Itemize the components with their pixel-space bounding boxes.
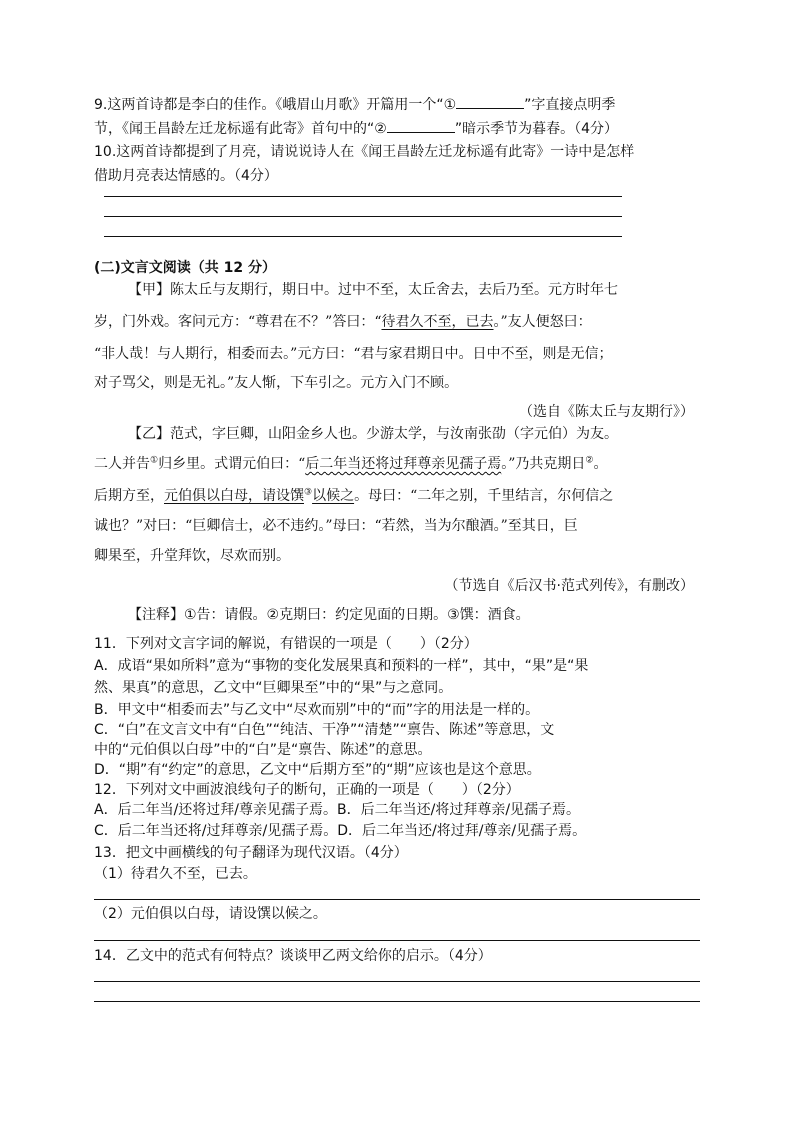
section-title: (二)文言文阅读（共 12 分） [94,260,277,276]
q9-text-2a: 节，《闻王昌龄左迁龙标遥有此寄》首句中的“② [94,121,387,137]
q9-text-1b: ”字直接点明季 [524,97,616,113]
q11-option-a-line2: 然、果真”的意思，乙文中“巨卿果至”中的“果”与之意同。 [94,680,453,696]
q10-answer-line-2[interactable] [104,216,622,217]
q11-option-d: D．“期”有“约定”的意思，乙文中“后期方至”的“期”应该也是这个意思。 [94,762,541,778]
jia-line1: 【甲】陈太丘与友期行，期日中。过中不至，太丘舍去，去后乃至。元方时年七 [128,282,618,298]
q12-options-ab: A．后二年当/还将过拜/尊亲见孺子焉。B．后二年当还/将过拜尊亲/见孺子焉。 [94,802,581,818]
jia-line2 [94,312,592,332]
q9-text-2b: ”暗示季节为暮春。（4分） [454,121,618,137]
q11-option-c-line1: C．“白”在文言文中有“白色”“纯洁、干净”“清楚”“禀告、陈述”等意思，文 [94,722,555,738]
yi-source: （节选自《后汉书·范式列传》，有删改） [444,578,694,594]
yi-line1: 【乙】范式，字巨卿，山阳金乡人也。少游太学，与汝南张劭（字元伯）为友。 [128,426,618,442]
jia-text-2a: 岁，门外戏。客问元方：“尊君在不？”答曰：“ [94,314,382,330]
q13-stem: 13．把文中画横线的句子翻译为现代汉语。（4分） [94,845,408,861]
note-marker-3: ③ [304,487,313,498]
q10-answer-line-3[interactable] [104,236,622,237]
jia-source: （选自《陈太丘与友期行》） [519,404,694,420]
q9-line2 [94,118,618,139]
yi-line5: 卿果至，升堂拜饮，尽欢而别。 [94,548,290,564]
q14-answer-line-1[interactable] [94,981,700,982]
q9-text-1a: 9.这两首诗都是李白的佳作。《峨眉山月歌》开篇用一个“① [94,97,457,113]
q9-line1 [94,94,615,115]
jia-line3: “非人哉！与人期行，相委而去。”元方曰：“君与家君期日中。日中不至，则是无信； [94,346,613,362]
yi-text-3b: 。母曰：“二年之别，千里结言，尔何信之 [354,488,614,504]
q11-stem: 11．下列对文言字词的解说，有错误的一项是（ ）（2分） [94,636,478,652]
q13-sentence-2: （2）元伯俱以白母，请设馔以候之。 [94,906,327,922]
q13-answer-line-2[interactable] [94,940,700,941]
jia-text-2b: 。”友人便怒曰： [493,314,592,330]
yi-underlined-sentence-a: 元伯俱以白母，请设馔 [164,488,304,504]
jia-line4: 对子骂父，则是无礼。”友人惭，下车引之。元方入门不顾。 [94,375,459,391]
yi-text-2c: 。”乃共克期日 [501,456,586,472]
annotation-notes: 【注释】①告：请假。②克期曰：约定见面的日期。③馔：酒食。 [128,607,530,623]
q10-line1: 10.这两首诗都提到了月亮，请说说诗人在《闻王昌龄左迁龙标遥有此寄》一诗中是怎样 [94,144,635,160]
yi-wavy-sentence: 后二年当还将过拜尊亲见孺子焉 [305,456,502,472]
q11-option-c-line2: 中的“元伯俱以白母”中的“白”是“禀告、陈述”的意思。 [94,742,432,758]
q12-stem: 12．下列对文中画波浪线句子的断句，正确的一项是（ ）（2分） [94,782,520,798]
q12-options-cd: C．后二年当还将/过拜尊亲/见孺子焉。D．后二年当还/将过拜/尊亲/见孺子焉。 [94,823,587,839]
yi-line3 [94,486,613,506]
q11-option-b: B．甲文中“相委而去”与乙文中“尽欢而别”中的“而”字的用法是一样的。 [94,702,540,718]
yi-text-3a: 后期方至， [94,488,164,504]
q14-stem: 14．乙文中的范式有何特点？谈谈甲乙两文给你的启示。（4分） [94,948,492,964]
yi-line4: 诚也？”对曰：“巨卿信士，必不违约。”母曰：“若然，当为尔酿酒。”至其日，巨 [94,518,578,534]
q10-line2: 借助月亮表达情感的。（4分） [94,168,278,184]
note-marker-1: ① [150,455,159,466]
q11-option-a-line1: A．成语“果如所料”意为“事物的变化发展果真和预料的一样”，其中，“果”是“果 [94,658,589,674]
q9-blank-1[interactable] [456,94,524,109]
q13-sentence-1: （1）待君久不至，已去。 [94,866,257,882]
q14-answer-line-2[interactable] [94,1001,700,1002]
yi-text-2b: 归乡里。式谓元伯曰：“ [158,456,306,472]
note-marker-2: ② [585,455,594,466]
q10-answer-line-1[interactable] [104,196,622,197]
yi-text-2d: 。 [593,456,608,472]
yi-underlined-sentence-b: 以候之 [312,488,355,504]
q9-blank-2[interactable] [387,118,455,133]
yi-text-2a: 二人并告 [94,456,150,472]
jia-underlined-sentence: 待君久不至，已去 [381,314,494,330]
yi-line2 [94,454,608,474]
q13-answer-line-1[interactable] [94,899,700,900]
